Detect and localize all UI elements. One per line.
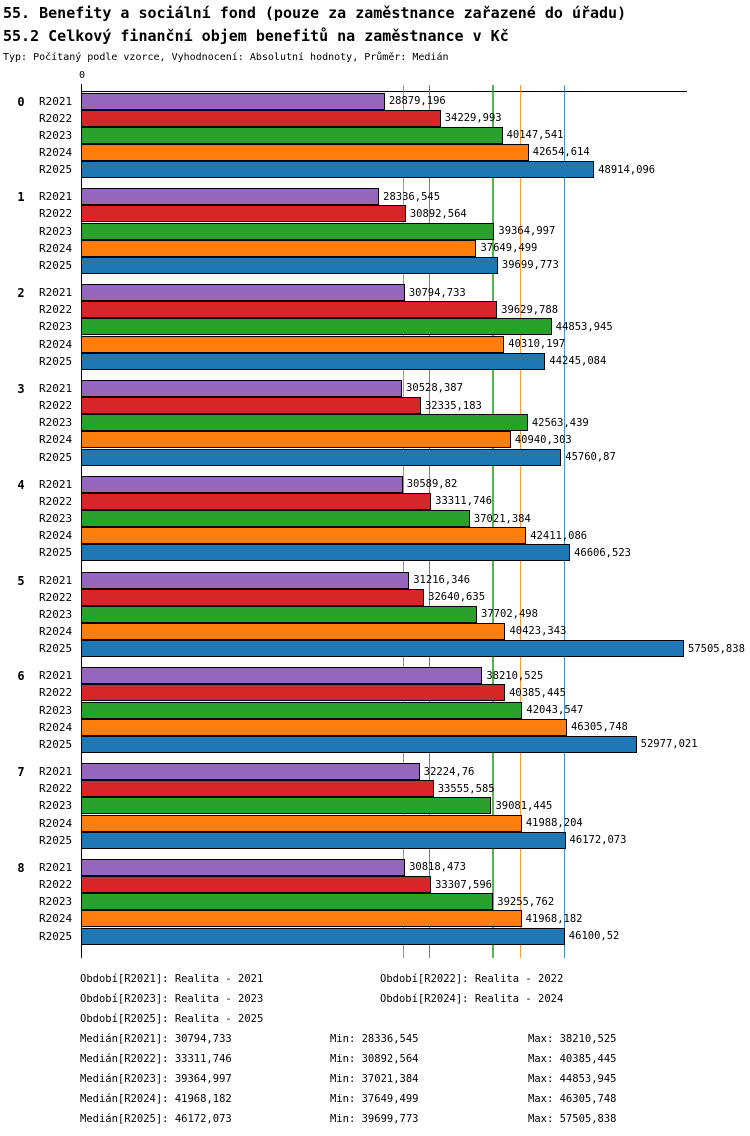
year-label: R2023 bbox=[39, 895, 73, 909]
max-stat: Max: 57505,838 bbox=[528, 1113, 617, 1125]
bar-value-label: 30794,733 bbox=[408, 286, 466, 299]
year-label: R2021 bbox=[39, 190, 73, 204]
bar-r2022 bbox=[81, 684, 505, 701]
year-label: R2022 bbox=[39, 303, 73, 317]
year-label: R2021 bbox=[39, 669, 73, 683]
year-label: R2025 bbox=[39, 258, 73, 272]
bar-r2021 bbox=[81, 476, 403, 493]
max-stat: Max: 44853,945 bbox=[528, 1073, 617, 1085]
bar-r2022 bbox=[81, 397, 421, 414]
x-axis-origin-label: 0 bbox=[78, 70, 86, 81]
year-label: R2022 bbox=[39, 494, 73, 508]
bar-value-label: 42563,439 bbox=[531, 416, 589, 429]
max-stat: Max: 46305,748 bbox=[528, 1093, 617, 1105]
bar-value-label: 34229,993 bbox=[444, 112, 502, 125]
year-label: R2025 bbox=[39, 737, 73, 751]
bar-value-label: 42654,614 bbox=[532, 146, 590, 159]
year-label: R2021 bbox=[39, 860, 73, 874]
min-stat: Min: 39699,773 bbox=[330, 1113, 419, 1125]
bar-value-label: 32640,635 bbox=[428, 591, 486, 604]
year-label: R2023 bbox=[39, 416, 73, 430]
period-legend-item: Období[R2025]: Realita - 2025 bbox=[80, 1013, 264, 1025]
bar-value-label: 39364,997 bbox=[498, 225, 556, 238]
group-index-label: 8 bbox=[17, 860, 25, 875]
group-index-label: 1 bbox=[17, 190, 25, 205]
year-label: R2025 bbox=[39, 546, 73, 560]
year-label: R2023 bbox=[39, 799, 73, 813]
period-legend-item: Období[R2021]: Realita - 2021 bbox=[80, 973, 264, 985]
median-stat: Medián[R2023]: 39364,997 bbox=[80, 1073, 232, 1085]
group-index-label: 3 bbox=[17, 381, 25, 396]
year-label: R2022 bbox=[39, 878, 73, 892]
year-label: R2022 bbox=[39, 111, 73, 125]
bar-r2024 bbox=[81, 815, 522, 832]
bar-r2023 bbox=[81, 510, 470, 527]
year-label: R2024 bbox=[39, 624, 73, 638]
bar-value-label: 30892,564 bbox=[409, 207, 467, 220]
bar-value-label: 57505,838 bbox=[688, 642, 745, 655]
bar-r2024 bbox=[81, 431, 511, 448]
bar-value-label: 48914,096 bbox=[598, 163, 656, 176]
bar-value-label: 30589,82 bbox=[406, 478, 458, 491]
bar-value-label: 46606,523 bbox=[574, 546, 631, 559]
bar-value-label: 39255,762 bbox=[497, 895, 555, 908]
year-label: R2021 bbox=[39, 381, 73, 395]
year-label: R2025 bbox=[39, 163, 73, 177]
group-index-label: 5 bbox=[17, 573, 25, 588]
bar-r2023 bbox=[81, 702, 522, 719]
year-label: R2023 bbox=[39, 512, 73, 525]
year-label: R2022 bbox=[39, 782, 73, 796]
median-stat: Medián[R2021]: 30794,733 bbox=[80, 1033, 232, 1045]
chart-title: 55.2 Celkový finanční objem benefitů na zaměstnance v Kč bbox=[3, 27, 509, 45]
bar-value-label: 40310,197 bbox=[508, 338, 566, 351]
bar-r2025 bbox=[81, 640, 684, 657]
bar-r2022 bbox=[81, 301, 497, 318]
max-stat: Max: 40385,445 bbox=[528, 1053, 617, 1065]
bar-value-label: 37702,498 bbox=[481, 608, 538, 621]
year-label: R2023 bbox=[39, 607, 73, 621]
bar-r2024 bbox=[81, 144, 529, 161]
year-label: R2025 bbox=[39, 642, 73, 656]
year-label: R2024 bbox=[39, 337, 73, 351]
year-label: R2024 bbox=[39, 912, 73, 926]
year-label: R2025 bbox=[39, 833, 73, 847]
bar-r2021 bbox=[81, 93, 385, 110]
year-label: R2021 bbox=[39, 573, 73, 587]
year-label: R2023 bbox=[39, 224, 73, 238]
bar-value-label: 41968,182 bbox=[525, 912, 583, 925]
bar-value-label: 39629,788 bbox=[501, 303, 559, 316]
bar-r2025 bbox=[81, 544, 570, 561]
median-stat: Medián[R2024]: 41968,182 bbox=[80, 1093, 232, 1105]
max-stat: Max: 38210,525 bbox=[528, 1033, 617, 1045]
bar-r2023 bbox=[81, 414, 528, 431]
bar-value-label: 40940,303 bbox=[514, 433, 572, 446]
bar-value-label: 52977,021 bbox=[640, 738, 698, 751]
bar-value-label: 40147,541 bbox=[506, 129, 564, 142]
period-legend-item: Období[R2024]: Realita - 2024 bbox=[380, 993, 564, 1005]
bar-r2024 bbox=[81, 527, 526, 544]
period-legend-item: Období[R2022]: Realita - 2022 bbox=[380, 973, 564, 985]
bar-value-label: 39081,445 bbox=[495, 799, 553, 812]
bar-value-label: 31216,346 bbox=[413, 574, 471, 586]
bar-r2023 bbox=[81, 318, 552, 335]
bar-r2021 bbox=[81, 380, 402, 397]
group-index-label: 4 bbox=[17, 477, 25, 492]
bar-r2023 bbox=[81, 127, 503, 144]
bar-value-label: 33307,596 bbox=[435, 878, 492, 891]
min-stat: Min: 30892,564 bbox=[330, 1053, 419, 1065]
bar-r2025 bbox=[81, 161, 594, 178]
bar-r2024 bbox=[81, 623, 505, 640]
bar-r2025 bbox=[81, 736, 637, 753]
bar-r2021 bbox=[81, 667, 482, 684]
bar-value-label: 33555,585 bbox=[437, 782, 495, 795]
bar-value-label: 42043,547 bbox=[526, 704, 584, 717]
period-legend-item: Období[R2023]: Realita - 2023 bbox=[80, 993, 264, 1005]
bar-r2025 bbox=[81, 449, 561, 466]
year-label: R2025 bbox=[39, 450, 73, 464]
bar-r2023 bbox=[81, 797, 491, 814]
year-label: R2022 bbox=[39, 399, 73, 413]
year-label: R2024 bbox=[39, 720, 73, 734]
min-stat: Min: 37649,499 bbox=[330, 1093, 419, 1105]
year-label: R2025 bbox=[39, 354, 73, 368]
year-label: R2021 bbox=[39, 286, 73, 300]
year-label: R2024 bbox=[39, 433, 73, 447]
bar-value-label: 39699,773 bbox=[501, 259, 559, 272]
bar-r2024 bbox=[81, 719, 567, 736]
bar-value-label: 32224,76 bbox=[423, 765, 475, 778]
bar-value-label: 46172,073 bbox=[569, 834, 627, 847]
year-label: R2023 bbox=[39, 128, 73, 142]
bar-value-label: 42411,086 bbox=[530, 529, 588, 542]
bar-value-label: 28879,196 bbox=[388, 95, 446, 107]
bar-value-label: 46100,52 bbox=[568, 930, 620, 942]
bar-value-label: 30528,387 bbox=[406, 382, 463, 395]
bar-value-label: 28336,545 bbox=[383, 190, 441, 203]
bar-r2022 bbox=[81, 876, 431, 893]
bar-r2022 bbox=[81, 589, 424, 606]
year-label: R2024 bbox=[39, 241, 73, 255]
min-stat: Min: 37021,384 bbox=[330, 1073, 419, 1085]
year-label: R2022 bbox=[39, 686, 73, 700]
bar-r2025 bbox=[81, 832, 566, 849]
year-label: R2024 bbox=[39, 145, 73, 159]
bar-value-label: 40385,445 bbox=[509, 686, 566, 699]
median-stat: Medián[R2025]: 46172,073 bbox=[80, 1113, 232, 1125]
group-index-label: 6 bbox=[17, 669, 25, 684]
year-label: R2022 bbox=[39, 590, 73, 604]
bar-r2022 bbox=[81, 205, 406, 222]
bar-r2022 bbox=[81, 493, 431, 510]
bar-r2023 bbox=[81, 893, 493, 910]
bar-value-label: 37649,499 bbox=[480, 242, 538, 255]
median-stat: Medián[R2022]: 33311,746 bbox=[80, 1053, 232, 1065]
bar-r2024 bbox=[81, 336, 504, 353]
bar-value-label: 41988,204 bbox=[525, 817, 583, 830]
year-label: R2023 bbox=[39, 703, 73, 717]
year-label: R2025 bbox=[39, 929, 73, 943]
bar-r2022 bbox=[81, 780, 434, 797]
bar-r2022 bbox=[81, 110, 441, 127]
bar-r2025 bbox=[81, 257, 498, 274]
bar-r2024 bbox=[81, 910, 522, 927]
year-label: R2021 bbox=[39, 765, 73, 779]
bar-r2021 bbox=[81, 763, 420, 780]
bar-r2021 bbox=[81, 572, 409, 589]
bar-r2025 bbox=[81, 928, 565, 945]
group-index-label: 2 bbox=[17, 286, 25, 301]
bar-r2021 bbox=[81, 284, 405, 301]
bar-value-label: 37021,384 bbox=[473, 512, 531, 525]
chart-meta-info: Typ: Počítaný podle vzorce, Vyhodnocení: Absolutní hodnoty, Průměr: Medián bbox=[3, 52, 449, 63]
year-label: R2021 bbox=[39, 94, 73, 108]
bar-value-label: 30818,473 bbox=[409, 861, 466, 874]
year-label: R2023 bbox=[39, 320, 73, 334]
bar-value-label: 32335,183 bbox=[424, 399, 482, 412]
year-label: R2024 bbox=[39, 816, 73, 830]
report-title: 55. Benefity a sociální fond (pouze za zaměstnance zařazené do úřadu) bbox=[3, 4, 627, 22]
bar-value-label: 46305,748 bbox=[570, 721, 628, 734]
bar-value-label: 44245,084 bbox=[549, 355, 607, 368]
bar-r2025 bbox=[81, 353, 545, 370]
group-index-label: 0 bbox=[17, 94, 25, 109]
year-label: R2024 bbox=[39, 529, 73, 543]
bar-r2021 bbox=[81, 188, 379, 205]
min-stat: Min: 28336,545 bbox=[330, 1033, 419, 1045]
bar-value-label: 45760,87 bbox=[565, 451, 616, 463]
bar-value-label: 40423,343 bbox=[509, 625, 567, 638]
group-index-label: 7 bbox=[17, 765, 25, 780]
bar-r2021 bbox=[81, 859, 405, 876]
year-label: R2022 bbox=[39, 207, 73, 221]
bar-r2023 bbox=[81, 223, 494, 240]
bar-value-label: 44853,945 bbox=[555, 320, 613, 333]
year-label: R2021 bbox=[39, 477, 73, 491]
bar-r2024 bbox=[81, 240, 476, 257]
y-axis-line bbox=[81, 84, 82, 958]
bar-value-label: 33311,746 bbox=[435, 495, 493, 508]
bar-r2023 bbox=[81, 606, 477, 623]
bar-value-label: 38210,525 bbox=[486, 669, 544, 682]
